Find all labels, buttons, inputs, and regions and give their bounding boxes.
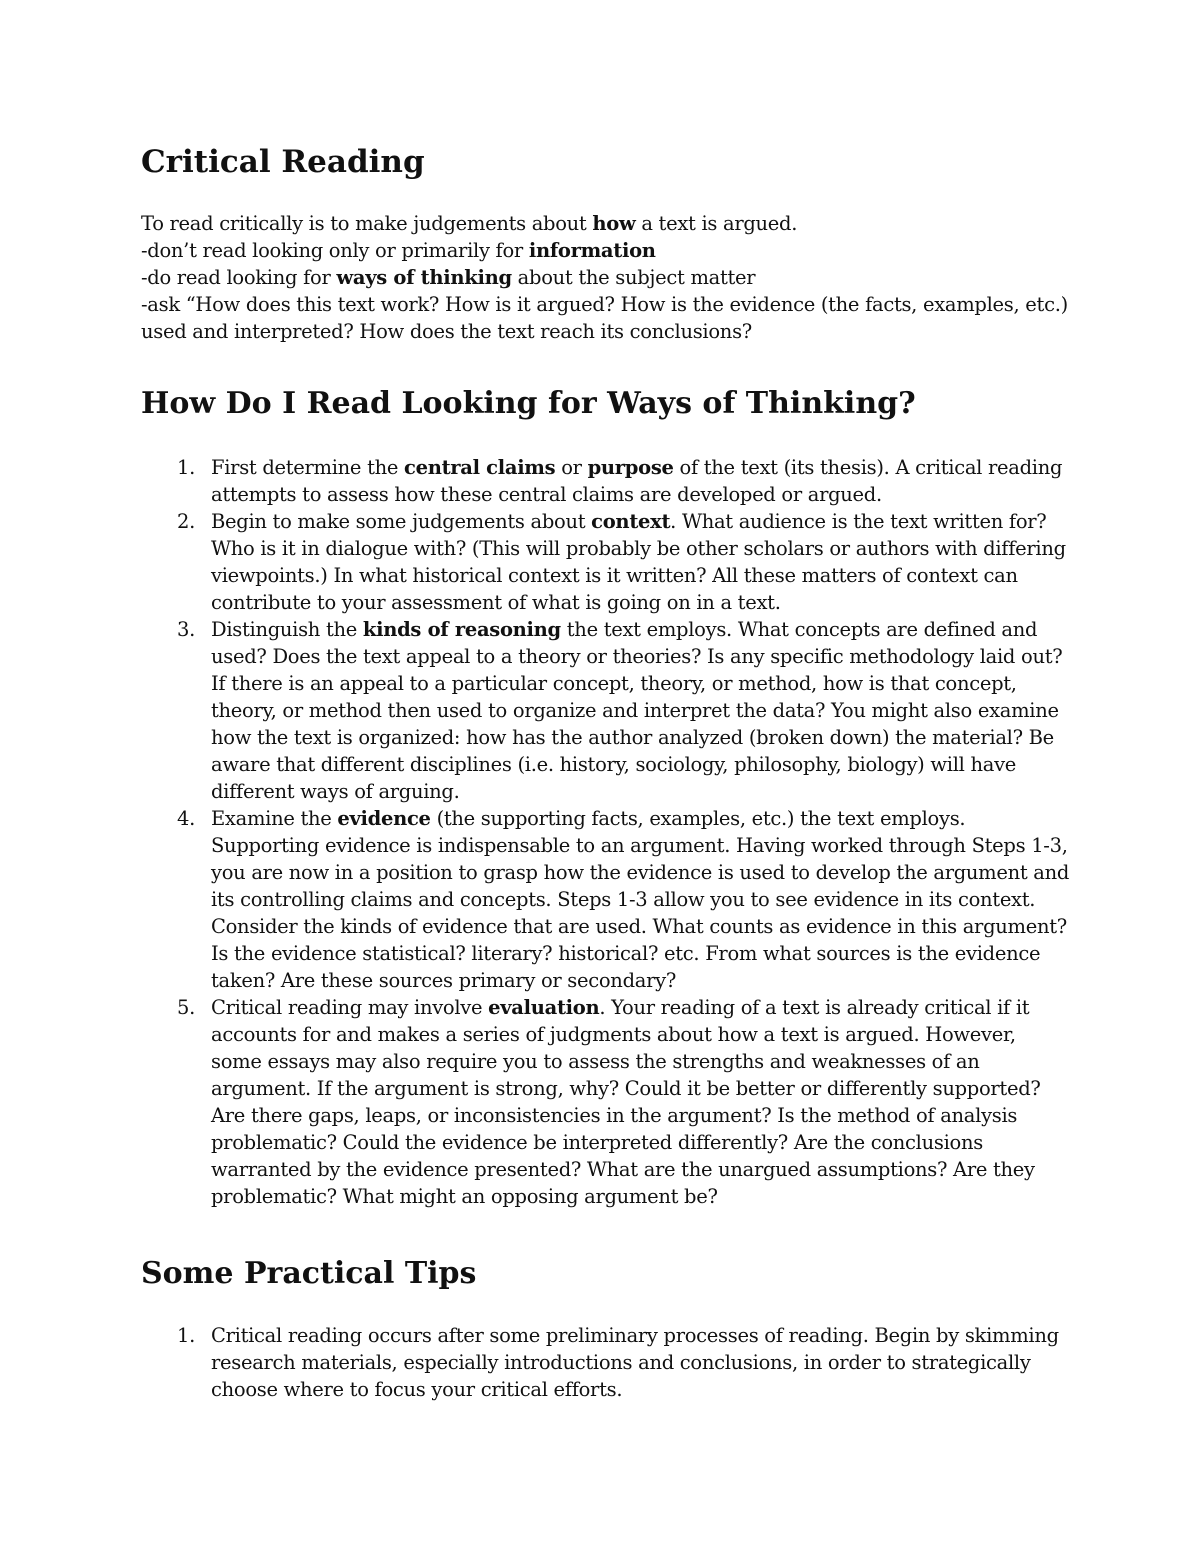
emphasis-text: information [528, 239, 656, 262]
list-item [141, 616, 1071, 805]
list-item-number: 5. [177, 996, 196, 1019]
list-item-number: 4. [177, 807, 196, 830]
emphasis-text: evaluation [488, 996, 600, 1019]
emphasis-text: purpose [587, 456, 674, 479]
emphasis-text: ways of thinking [336, 266, 512, 289]
section-heading-practical-tips: Some Practical Tips [141, 1256, 477, 1291]
emphasis-text: central claims [404, 456, 556, 479]
list-item [141, 805, 1071, 994]
practical-tips-list [141, 1322, 1071, 1403]
list-item-text: Begin to make some judgements about context. What audience is the text written for? Who is it in dialogue with? (This will probably be other scholars or authors with differing viewpoints.) In what historical context is it written? All these matters of context can contribute to your assessment of what is going on in a text. [211, 510, 1066, 614]
list-item [141, 508, 1071, 616]
list-item-number: 1. [177, 456, 196, 479]
emphasis-text: context [591, 510, 671, 533]
intro-line: To read critically is to make judgements about how a text is argued. [141, 212, 798, 235]
list-item [141, 1322, 1071, 1403]
list-item-number: 2. [177, 510, 196, 533]
list-item-text: First determine the central claims or purpose of the text (its thesis). A critical reading attempts to assess how these central claims are developed or argued. [211, 456, 1063, 506]
list-item [141, 994, 1071, 1210]
list-item-text: Critical reading may involve evaluation. Your reading of a text is already critical if it accounts for and makes a series of judgments about how a text is argued. However, some essays may also require you to assess the strengths and weaknesses of an argument. If the argument is strong, why? Could it be better or differently supported? Are there gaps, leaps, or inconsistencies in the argument? Is the method of analysis problematic? Could the evidence be interpreted differently? Are the conclusions warranted by the evidence presented? What are the unargued assumptions? Are they problematic? What might an opposing argument be? [211, 996, 1041, 1208]
emphasis-text: kinds of reasoning [362, 618, 561, 641]
list-item-text: Distinguish the kinds of reasoning the text employs. What concepts are defined and used? Does the text appeal to a theory or theories? Is any specific methodology laid out? If there is an appeal to a particular concept, theory, or method, how is that concept, theory, or method then used to organize and interpret the data? You might also examine how the text is organized: how has the author analyzed (broken down) the material? Be aware that different disciplines (i.e. history, sociology, philosophy, biology) will have different ways of arguing. [211, 618, 1063, 803]
list-item-number: 1. [177, 1324, 196, 1347]
emphasis-text: evidence [337, 807, 431, 830]
list-item-text: Critical reading occurs after some preliminary processes of reading. Begin by skimming research materials, especially introductions and conclusions, in order to strategically choose where to focus your critical efforts. [211, 1324, 1059, 1401]
section-heading-ways-of-thinking: How Do I Read Looking for Ways of Thinking? [141, 386, 916, 421]
emphasis-text: how [592, 212, 636, 235]
intro-block [141, 210, 1071, 345]
list-item [141, 454, 1071, 508]
list-item-number: 3. [177, 618, 196, 641]
document-page [141, 140, 1071, 1403]
intro-line: -don’t read looking only or primarily for information [141, 239, 656, 262]
ways-of-thinking-list [141, 454, 1071, 1210]
intro-line: -do read looking for ways of thinking about the subject matter [141, 266, 756, 289]
page-title: Critical Reading [141, 144, 425, 180]
list-item-text: Examine the evidence (the supporting facts, examples, etc.) the text employs. Supporting evidence is indispensable to an argument. Having worked through Steps 1-3, you are now in a position to grasp how the evidence is used to develop the argument and its controlling claims and concepts. Steps 1-3 allow you to see evidence in its context. Consider the kinds of evidence that are used. What counts as evidence in this argument? Is the evidence statistical? literary? historical? etc. From what sources is the evidence taken? Are these sources primary or secondary? [211, 807, 1070, 992]
intro-line: -ask “How does this text work? How is it argued? How is the evidence (the facts, examples, etc.) used and interpreted? How does the text reach its conclusions? [141, 293, 1068, 343]
